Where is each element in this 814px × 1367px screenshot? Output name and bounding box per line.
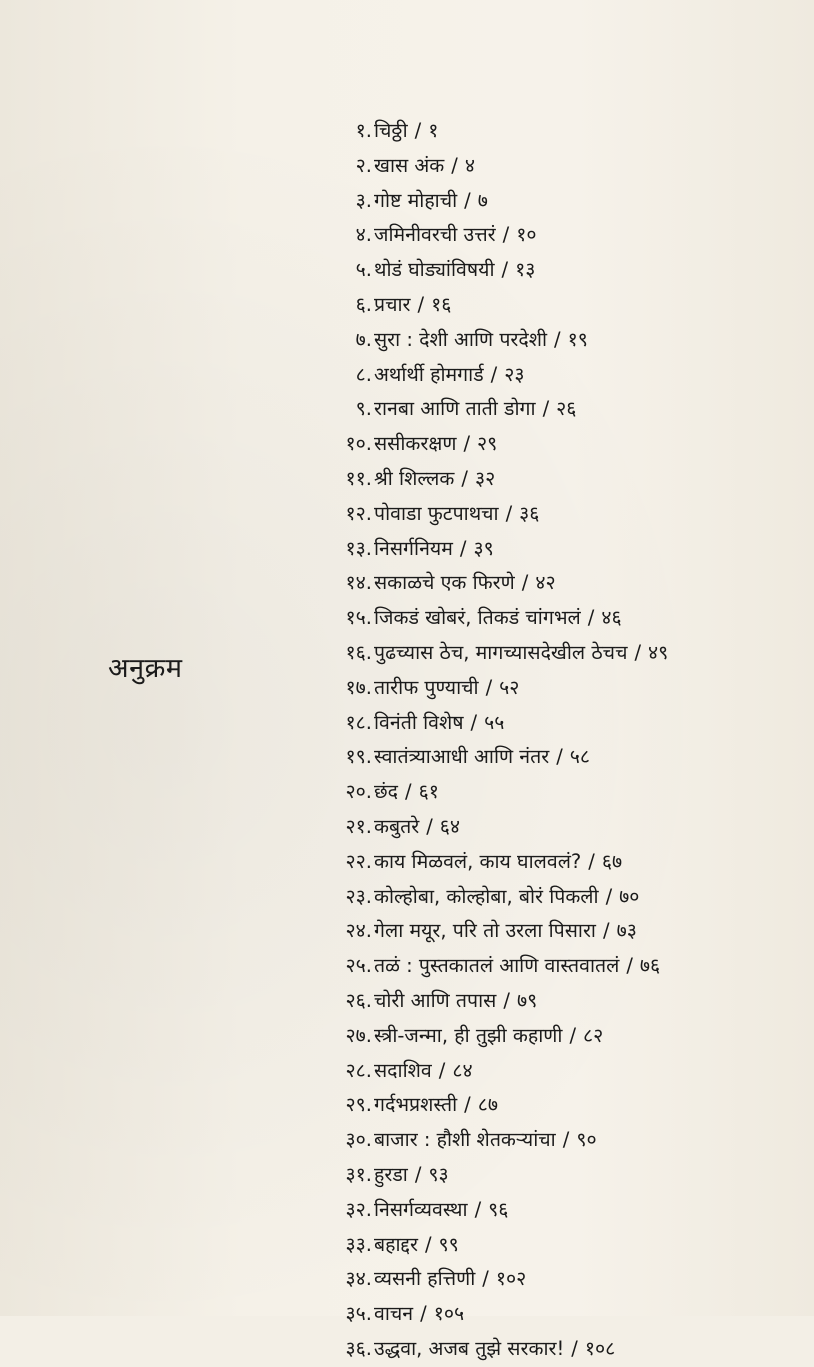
toc-entry-text bbox=[372, 323, 588, 358]
toc-entry-number: १२. bbox=[345, 501, 372, 525]
toc-entry-title: ससीकरक्षण bbox=[374, 432, 457, 456]
toc-separator: / bbox=[463, 432, 471, 456]
toc-entry bbox=[320, 218, 800, 253]
toc-entry-text bbox=[372, 810, 460, 845]
toc-entry-title: निसर्गव्यवस्था bbox=[374, 1197, 468, 1221]
toc-entry-page: ६७ bbox=[601, 849, 623, 873]
toc-entry bbox=[320, 671, 800, 706]
toc-entry-page: ७ bbox=[477, 188, 488, 212]
toc-entry-text bbox=[372, 1262, 526, 1297]
toc-entry-page: ५५ bbox=[484, 710, 505, 734]
toc-entry-page: १ bbox=[428, 119, 439, 142]
toc-entry bbox=[320, 566, 800, 601]
toc-entry-text bbox=[372, 462, 495, 497]
toc-entry-text bbox=[372, 1123, 597, 1158]
toc-entry bbox=[320, 1088, 800, 1123]
toc-entry-number: १४. bbox=[345, 571, 372, 595]
toc-entry-text bbox=[372, 114, 438, 149]
toc-entry-page: १९ bbox=[567, 327, 588, 351]
toc-entry-page: ९९ bbox=[438, 1232, 459, 1256]
toc-entry bbox=[320, 323, 800, 358]
toc-entry-text bbox=[372, 949, 660, 984]
toc-entry-number: ६. bbox=[355, 292, 372, 316]
toc-entry-text bbox=[372, 671, 519, 706]
toc-entry-title: पुढच्यास ठेच, मागच्यासदेखील ठेचच bbox=[374, 640, 628, 664]
toc-entry-number: ३१. bbox=[345, 1162, 372, 1186]
toc-entry-page: ४९ bbox=[648, 640, 669, 664]
toc-entry-number: २१. bbox=[345, 814, 372, 838]
toc-entry-page: ४६ bbox=[601, 606, 622, 630]
toc-entry-title: पोवाडा फुटपाथचा bbox=[374, 501, 499, 525]
toc-entry-title: चिठ्ठी bbox=[374, 119, 408, 142]
toc-entry bbox=[320, 427, 800, 462]
toc-entry-number: १०. bbox=[345, 432, 372, 456]
toc-entry-text bbox=[372, 880, 639, 915]
toc-entry-text bbox=[372, 218, 537, 253]
toc-separator: / bbox=[414, 1162, 422, 1186]
toc-entry-text bbox=[372, 1193, 508, 1228]
toc-entry-page: ६४ bbox=[439, 814, 461, 838]
toc-entry-number: २०. bbox=[345, 780, 372, 804]
toc-separator: / bbox=[602, 919, 610, 943]
toc-entry bbox=[320, 706, 800, 741]
toc-entry-page: ९३ bbox=[428, 1162, 449, 1186]
toc-entry-number: २२. bbox=[345, 849, 372, 873]
toc-entry-page: ३९ bbox=[473, 536, 494, 560]
toc-entry-text bbox=[372, 1019, 603, 1054]
toc-entry-text bbox=[372, 845, 622, 880]
toc-separator: / bbox=[521, 571, 529, 595]
toc-entry-number: १३. bbox=[345, 536, 372, 560]
table-of-contents bbox=[320, 114, 800, 1367]
toc-separator: / bbox=[482, 1267, 489, 1291]
toc-entry-number: ४. bbox=[355, 223, 372, 247]
toc-entry-text bbox=[372, 358, 525, 393]
toc-entry-title: सकाळचे एक फिरणे bbox=[374, 571, 515, 595]
toc-separator: / bbox=[426, 814, 433, 838]
toc-separator: / bbox=[474, 1197, 482, 1221]
toc-entry bbox=[320, 497, 800, 532]
toc-entry-page: ७९ bbox=[516, 988, 538, 1012]
toc-separator: / bbox=[605, 884, 613, 908]
toc-entry-title: चोरी आणि तपास bbox=[374, 988, 497, 1012]
toc-entry-text bbox=[372, 566, 556, 601]
toc-entry-title: कबुतरे bbox=[374, 814, 420, 838]
toc-entry-text bbox=[372, 532, 494, 567]
toc-separator: / bbox=[588, 849, 595, 873]
toc-separator: / bbox=[464, 1093, 471, 1117]
toc-entry bbox=[320, 740, 800, 775]
toc-entry-title: निसर्गनियम bbox=[374, 536, 453, 560]
toc-entry-title: व्यसनी हत्तिणी bbox=[374, 1267, 476, 1291]
toc-entry bbox=[320, 984, 800, 1019]
toc-entry-number: २९. bbox=[345, 1093, 372, 1117]
toc-entry-page: ५२ bbox=[499, 675, 520, 699]
toc-separator: / bbox=[542, 397, 550, 421]
toc-separator: / bbox=[501, 258, 509, 282]
toc-entry-title: खास अंक bbox=[374, 153, 445, 177]
toc-separator: / bbox=[569, 1023, 577, 1047]
toc-entry-number: १७. bbox=[345, 675, 372, 699]
toc-entry-text bbox=[372, 984, 537, 1019]
toc-separator: / bbox=[502, 223, 510, 247]
toc-entry bbox=[320, 914, 800, 949]
toc-entry bbox=[320, 462, 800, 497]
toc-separator: / bbox=[571, 1336, 578, 1360]
toc-entry-number: १६. bbox=[345, 640, 372, 664]
toc-entry bbox=[320, 288, 800, 323]
toc-entry-text bbox=[372, 392, 576, 427]
toc-entry-number: २३. bbox=[345, 884, 372, 908]
toc-entry-page: ९० bbox=[576, 1128, 597, 1152]
toc-entry-text bbox=[372, 149, 475, 184]
toc-entry-title: गोष्ट मोहाची bbox=[374, 188, 458, 212]
toc-separator: / bbox=[405, 780, 412, 804]
toc-entry bbox=[320, 253, 800, 288]
toc-entry-text bbox=[372, 184, 488, 219]
toc-entry-title: प्रचार bbox=[374, 292, 411, 316]
toc-entry-title: रानबा आणि ताती डोगा bbox=[374, 397, 536, 421]
toc-entry-page: २३ bbox=[504, 362, 525, 386]
toc-entry-number: २८. bbox=[345, 1058, 372, 1082]
toc-entry-title: तारीफ पुण्याची bbox=[374, 675, 479, 699]
toc-separator: / bbox=[587, 606, 595, 630]
toc-entry-number: ११. bbox=[345, 466, 372, 490]
toc-entry-title: बाजार : हौशी शेतकऱ्यांचा bbox=[374, 1128, 556, 1152]
toc-entry-page: १०८ bbox=[584, 1336, 616, 1360]
toc-separator: / bbox=[503, 988, 510, 1012]
toc-entry bbox=[320, 532, 800, 567]
toc-entry-text bbox=[372, 1158, 449, 1193]
toc-entry-number: १. bbox=[355, 119, 372, 142]
toc-entry bbox=[320, 114, 800, 149]
toc-entry-page: १०२ bbox=[495, 1267, 527, 1291]
toc-entry bbox=[320, 149, 800, 184]
toc-entry bbox=[320, 601, 800, 636]
toc-entry-title: अर्थार्थी होमगार्ड bbox=[374, 362, 484, 386]
toc-entry-page: १६ bbox=[431, 292, 452, 316]
toc-entry-title: कोल्होबा, कोल्होबा, बोरं पिकली bbox=[374, 884, 599, 908]
toc-separator: / bbox=[417, 292, 425, 316]
toc-entry-number: १९. bbox=[345, 745, 372, 769]
toc-entry-title: बहाद्दर bbox=[374, 1232, 418, 1256]
toc-entry-title: स्वातंत्र्याआधी आणि नंतर bbox=[374, 745, 550, 769]
toc-entry-page: १०५ bbox=[433, 1302, 465, 1326]
toc-entry-title: जिकडं खोबरं, तिकडं चांगभलं bbox=[374, 606, 581, 630]
toc-entry bbox=[320, 845, 800, 880]
toc-entry bbox=[320, 1019, 800, 1054]
toc-separator: / bbox=[470, 710, 478, 734]
toc-entry bbox=[320, 636, 800, 671]
toc-entry-title: स्त्री-जन्मा, ही तुझी कहाणी bbox=[374, 1023, 563, 1047]
toc-entry-title: वाचन bbox=[374, 1302, 414, 1326]
toc-entry bbox=[320, 810, 800, 845]
toc-entry-text bbox=[372, 288, 451, 323]
toc-entry-number: १५. bbox=[345, 606, 372, 630]
toc-entry-page: १३ bbox=[515, 258, 536, 282]
toc-entry-page: ३२ bbox=[474, 466, 496, 490]
toc-entry-number: ९. bbox=[355, 397, 372, 421]
toc-entry-title: जमिनीवरची उत्तरं bbox=[374, 223, 496, 247]
toc-entry bbox=[320, 1054, 800, 1089]
toc-entry-title: विनंती विशेष bbox=[374, 710, 464, 734]
toc-entry-text bbox=[372, 1228, 459, 1263]
toc-separator: / bbox=[461, 466, 468, 490]
toc-separator: / bbox=[420, 1302, 427, 1326]
toc-entry-title: गर्दभप्रशस्ती bbox=[374, 1093, 458, 1117]
toc-entry-page: ७३ bbox=[616, 919, 637, 943]
toc-separator: / bbox=[451, 153, 458, 177]
toc-entry-number: २७. bbox=[345, 1023, 372, 1047]
toc-separator: / bbox=[459, 536, 467, 560]
toc-entry-text bbox=[372, 775, 439, 810]
toc-entry-page: ५८ bbox=[569, 745, 591, 769]
toc-entry-text bbox=[372, 706, 504, 741]
toc-entry-text bbox=[372, 636, 668, 671]
toc-entry-number: ३३. bbox=[345, 1232, 372, 1256]
toc-entry bbox=[320, 184, 800, 219]
toc-entry bbox=[320, 880, 800, 915]
toc-entry-page: २६ bbox=[556, 397, 577, 421]
toc-entry-text bbox=[372, 1332, 615, 1367]
toc-entry-text bbox=[372, 427, 497, 462]
toc-entry-page: ४ bbox=[464, 153, 475, 177]
toc-entry-number: ७. bbox=[355, 327, 372, 351]
toc-separator: / bbox=[626, 954, 633, 978]
toc-entry-number: ५. bbox=[355, 258, 372, 282]
toc-separator: / bbox=[485, 675, 493, 699]
toc-entry-title: छंद bbox=[374, 780, 399, 804]
toc-entry-number: ३. bbox=[355, 188, 372, 212]
toc-entry-title: सदाशिव bbox=[374, 1058, 432, 1082]
section-title: अनुक्रम bbox=[108, 653, 183, 684]
toc-separator: / bbox=[490, 362, 498, 386]
toc-entry-title: काय मिळवलं, काय घालवलं? bbox=[374, 849, 582, 873]
toc-entry-number: ३०. bbox=[345, 1128, 372, 1152]
toc-entry-text bbox=[372, 1088, 498, 1123]
toc-entry-page: ४२ bbox=[535, 571, 556, 595]
toc-entry-page: ८२ bbox=[583, 1023, 604, 1047]
toc-entry-text bbox=[372, 1297, 464, 1332]
toc-entry-text bbox=[372, 740, 590, 775]
toc-entry bbox=[320, 1158, 800, 1193]
toc-separator: / bbox=[634, 640, 642, 664]
toc-entry-page: ७६ bbox=[639, 954, 661, 978]
toc-separator: / bbox=[562, 1128, 570, 1152]
toc-entry-number: २६. bbox=[345, 988, 372, 1012]
toc-entry bbox=[320, 775, 800, 810]
toc-entry-page: ७० bbox=[619, 884, 640, 908]
toc-separator: / bbox=[414, 119, 422, 142]
toc-entry-title: श्री शिल्लक bbox=[374, 466, 455, 490]
toc-entry bbox=[320, 1123, 800, 1158]
toc-separator: / bbox=[424, 1232, 432, 1256]
toc-entry-page: १० bbox=[516, 223, 537, 247]
toc-entry-text bbox=[372, 601, 622, 636]
toc-separator: / bbox=[554, 327, 561, 351]
toc-separator: / bbox=[464, 188, 471, 212]
toc-entry-number: ३६. bbox=[345, 1336, 372, 1360]
toc-entry-number: ३२. bbox=[345, 1197, 372, 1221]
toc-entry-number: १८. bbox=[345, 710, 372, 734]
toc-separator: / bbox=[438, 1058, 446, 1082]
toc-entry-number: २४. bbox=[345, 919, 372, 943]
toc-entry-number: ३४. bbox=[345, 1267, 372, 1291]
toc-entry bbox=[320, 1228, 800, 1263]
toc-separator: / bbox=[556, 745, 563, 769]
toc-entry-text bbox=[372, 914, 637, 949]
toc-entry-text bbox=[372, 497, 539, 532]
toc-entry-number: २. bbox=[355, 153, 372, 177]
toc-entry-page: ३६ bbox=[519, 501, 540, 525]
toc-entry-title: सुरा : देशी आणि परदेशी bbox=[374, 327, 548, 351]
toc-entry-number: ३५. bbox=[345, 1302, 372, 1326]
toc-entry bbox=[320, 1193, 800, 1228]
toc-entry bbox=[320, 1332, 800, 1367]
toc-separator: / bbox=[505, 501, 513, 525]
toc-entry-title: हुरडा bbox=[374, 1162, 408, 1186]
toc-entry-title: गेला मयूर, परि तो उरला पिसारा bbox=[374, 919, 596, 943]
toc-entry-title: तळं : पुस्तकातलं आणि वास्तवातलं bbox=[374, 954, 620, 978]
toc-entry-page: ८४ bbox=[452, 1058, 473, 1082]
toc-entry-title: थोडं घोड्यांविषयी bbox=[374, 258, 495, 282]
toc-entry bbox=[320, 392, 800, 427]
toc-entry bbox=[320, 949, 800, 984]
toc-entry-number: २५. bbox=[345, 954, 372, 978]
toc-entry-page: ६१ bbox=[418, 780, 439, 804]
toc-entry-text bbox=[372, 1054, 473, 1089]
toc-entry-page: २९ bbox=[477, 432, 498, 456]
toc-entry bbox=[320, 358, 800, 393]
toc-entry-title: उद्धवा, अजब तुझे सरकार! bbox=[374, 1336, 565, 1360]
toc-entry-number: ८. bbox=[355, 362, 372, 386]
toc-entry bbox=[320, 1297, 800, 1332]
toc-entry-text bbox=[372, 253, 535, 288]
toc-entry-page: ९६ bbox=[488, 1197, 509, 1221]
toc-entry bbox=[320, 1262, 800, 1297]
toc-entry-page: ८७ bbox=[477, 1093, 499, 1117]
